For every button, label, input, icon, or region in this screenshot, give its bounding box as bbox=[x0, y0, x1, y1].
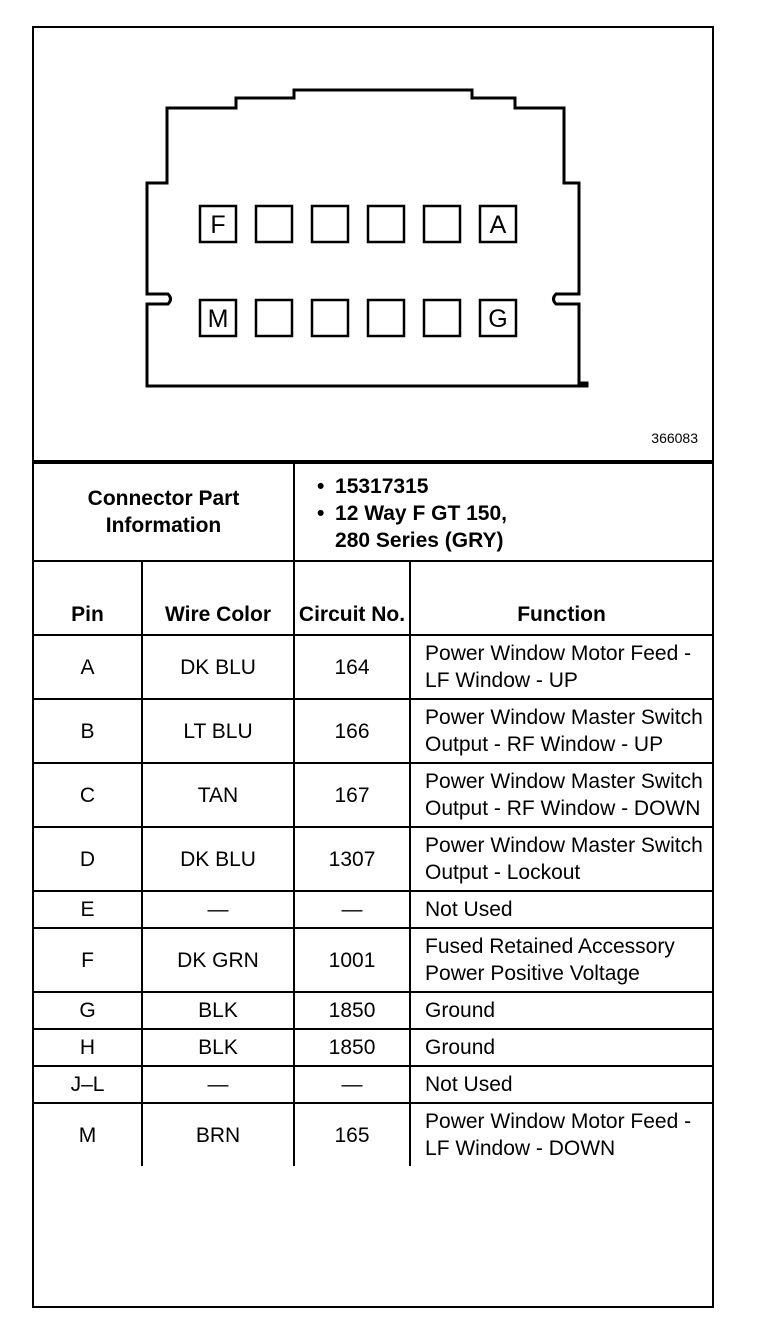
cell-function: Fused Retained Accessory Power Positive Voltage bbox=[410, 928, 712, 992]
cell-circuit: 167 bbox=[294, 763, 410, 827]
pin-cavity bbox=[368, 300, 404, 336]
cell-pin: G bbox=[34, 992, 142, 1029]
cell-pin: F bbox=[34, 928, 142, 992]
table-row bbox=[34, 1103, 712, 1166]
cell-wire-color: — bbox=[142, 1066, 294, 1103]
part-info-values: • 15317315 • 12 Way F GT 150, 280 Series (GRY) bbox=[294, 463, 712, 561]
cell-pin: J–L bbox=[34, 1066, 142, 1103]
cell-wire-color: TAN bbox=[142, 763, 294, 827]
cell-pin: M bbox=[34, 1103, 142, 1166]
header-pin: Pin bbox=[34, 561, 142, 635]
table-row bbox=[34, 635, 712, 699]
cell-wire-color: BLK bbox=[142, 992, 294, 1029]
cell-circuit: 1850 bbox=[294, 1029, 410, 1066]
cell-circuit: — bbox=[294, 1066, 410, 1103]
cell-pin: E bbox=[34, 891, 142, 928]
cell-wire-color: BLK bbox=[142, 1029, 294, 1066]
table-row bbox=[34, 699, 712, 763]
connector-type: 12 Way F GT 150, bbox=[335, 501, 507, 525]
cell-circuit: — bbox=[294, 891, 410, 928]
part-info-label: Connector Part Information bbox=[34, 463, 294, 561]
cell-function: Ground bbox=[410, 992, 712, 1029]
cell-function: Power Window Master Switch Output - RF Window - DOWN bbox=[410, 763, 712, 827]
cell-wire-color: BRN bbox=[142, 1103, 294, 1166]
pin-cavity bbox=[256, 300, 292, 336]
cell-function: Power Window Motor Feed - LF Window - DOWN bbox=[410, 1103, 712, 1166]
header-circuit-no: Circuit No. bbox=[294, 561, 410, 635]
cell-pin: D bbox=[34, 827, 142, 891]
connector-sheet bbox=[32, 26, 714, 1308]
pin-label: G bbox=[488, 305, 508, 333]
cell-pin: C bbox=[34, 763, 142, 827]
part-number: 15317315 bbox=[335, 474, 429, 498]
table-header-row bbox=[34, 561, 712, 635]
pin-label: A bbox=[489, 211, 507, 239]
diagram-code: 366083 bbox=[651, 430, 698, 446]
cell-circuit: 1850 bbox=[294, 992, 410, 1029]
cell-pin: A bbox=[34, 635, 142, 699]
cell-circuit: 1001 bbox=[294, 928, 410, 992]
pin-cavity bbox=[424, 300, 460, 336]
header-function: Function bbox=[410, 561, 712, 635]
cell-function: Not Used bbox=[410, 891, 712, 928]
cell-wire-color: DK GRN bbox=[142, 928, 294, 992]
table-row bbox=[34, 763, 712, 827]
cell-wire-color: — bbox=[142, 891, 294, 928]
pin-label: M bbox=[207, 305, 229, 333]
table-row bbox=[34, 928, 712, 992]
pin-cavity bbox=[256, 206, 292, 242]
cell-wire-color: LT BLU bbox=[142, 699, 294, 763]
cell-function: Power Window Master Switch Output - Lockout bbox=[410, 827, 712, 891]
cell-pin: B bbox=[34, 699, 142, 763]
connector-outline bbox=[34, 28, 712, 460]
cell-circuit: 1307 bbox=[294, 827, 410, 891]
connector-diagram bbox=[34, 28, 712, 463]
table-row bbox=[34, 1029, 712, 1066]
cell-function: Ground bbox=[410, 1029, 712, 1066]
cell-function: Power Window Motor Feed - LF Window - UP bbox=[410, 635, 712, 699]
cell-function: Power Window Master Switch Output - RF Window - UP bbox=[410, 699, 712, 763]
table-row bbox=[34, 1066, 712, 1103]
table-row bbox=[34, 992, 712, 1029]
pin-label: F bbox=[210, 211, 226, 239]
header-wire-color: Wire Color bbox=[142, 561, 294, 635]
pin-cavity bbox=[312, 206, 348, 242]
table-row bbox=[34, 827, 712, 891]
cell-circuit: 165 bbox=[294, 1103, 410, 1166]
pin-cavity bbox=[368, 206, 404, 242]
pinout-table bbox=[34, 462, 712, 1166]
cell-wire-color: DK BLU bbox=[142, 635, 294, 699]
cell-function: Not Used bbox=[410, 1066, 712, 1103]
pin-cavity bbox=[424, 206, 460, 242]
cell-circuit: 164 bbox=[294, 635, 410, 699]
cell-wire-color: DK BLU bbox=[142, 827, 294, 891]
cell-circuit: 166 bbox=[294, 699, 410, 763]
table-row bbox=[34, 891, 712, 928]
connector-series: 280 Series (GRY) bbox=[335, 528, 504, 552]
cell-pin: H bbox=[34, 1029, 142, 1066]
pin-cavity bbox=[312, 300, 348, 336]
